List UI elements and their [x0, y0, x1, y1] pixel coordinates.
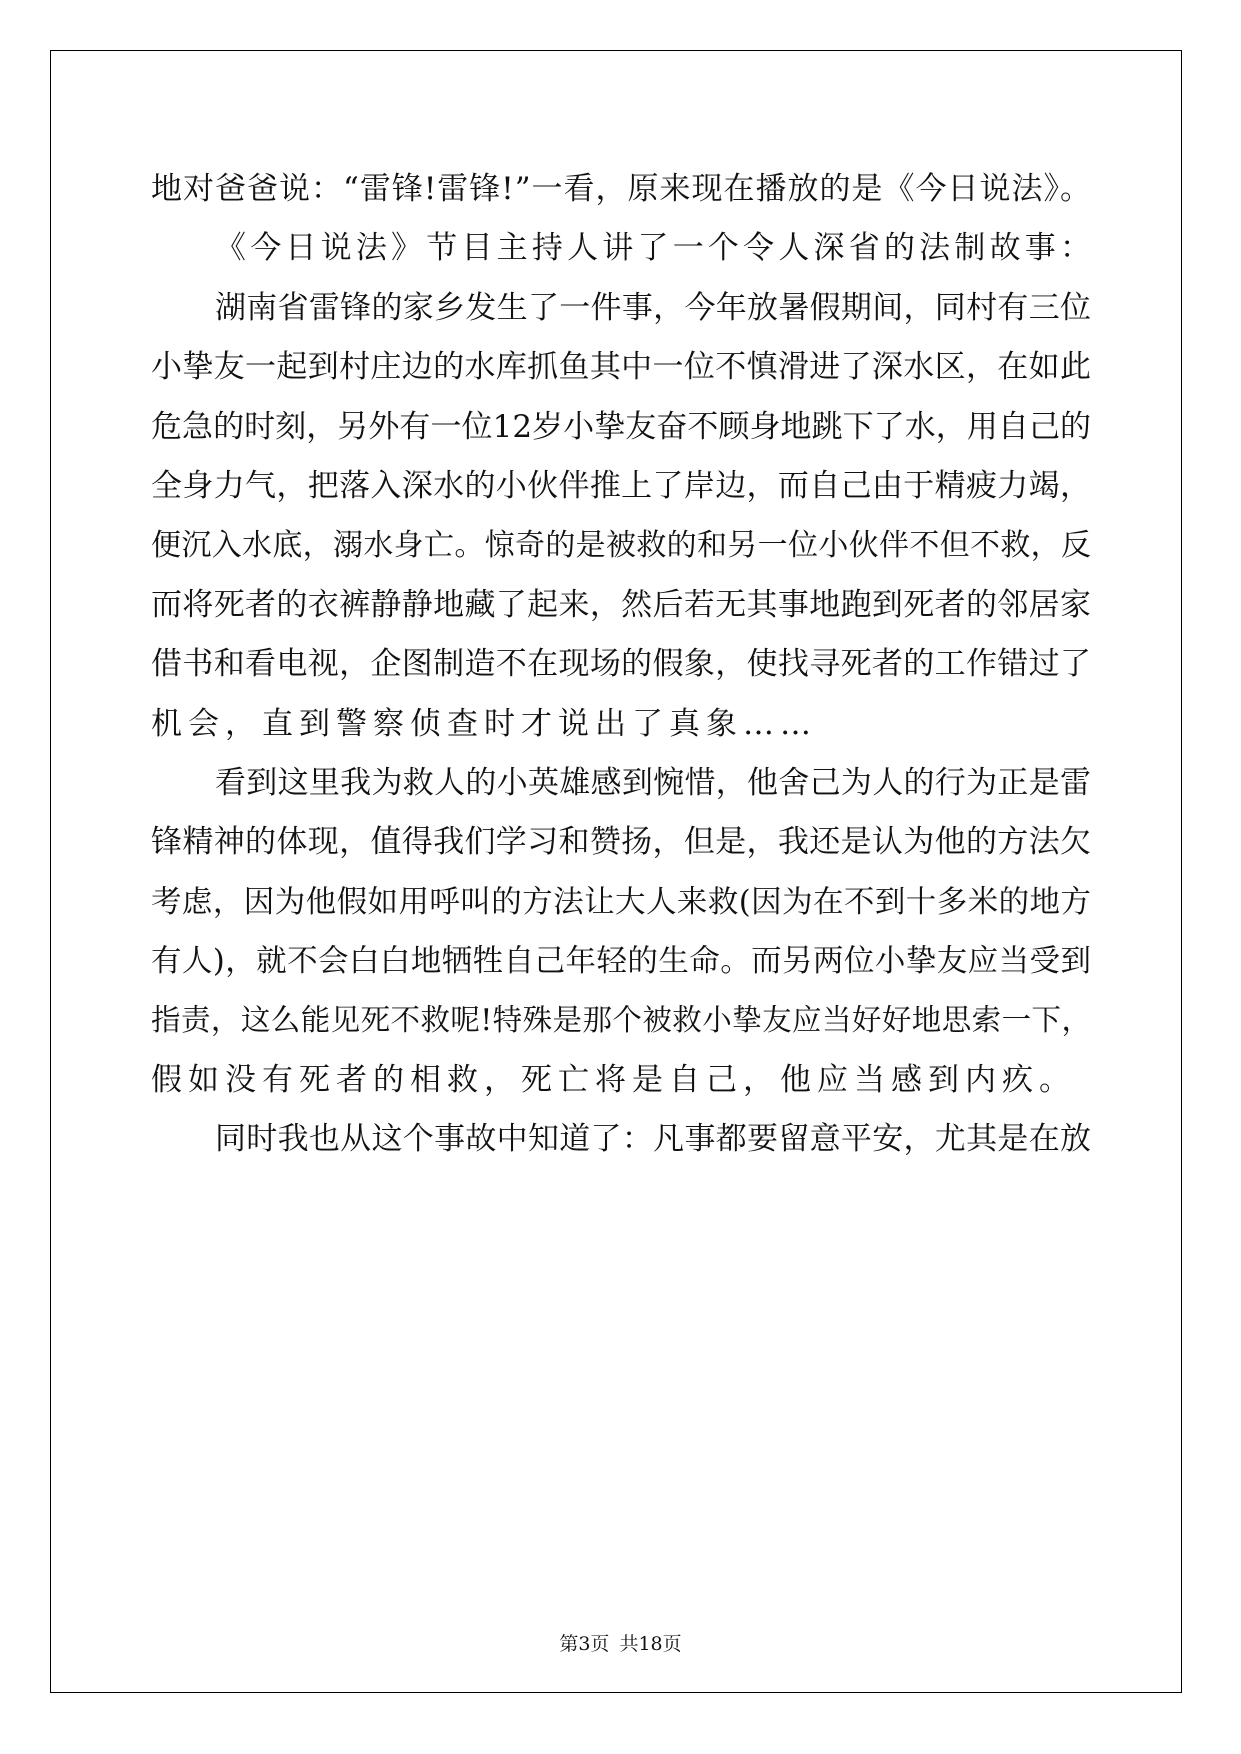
- text-line: 指责，这么能见死不救呢!特殊是那个被救小挚友应当好好地思索一下，: [151, 1003, 1092, 1038]
- text-line: 看到这里我为救人的小英雄感到惋惜，他舍己为人的行为正是雷: [215, 764, 1092, 801]
- text-line: 假如没有死者的相救，死亡将是自己，他应当感到内疚。: [151, 1061, 1076, 1098]
- text-line: 而将死者的衣裤静静地藏了起来，然后若无其事地跑到死者的邻居家: [151, 586, 1092, 623]
- page-number: 第3页: [559, 1633, 610, 1655]
- text-line: 地对爸爸说：“雷锋!雷锋!”一看，原来现在播放的是《今日说法》。: [151, 171, 1092, 207]
- text-line: 小挚友一起到村庄边的水库抓鱼其中一位不慎滑进了深水区，在如此: [151, 349, 1092, 386]
- text-line: 同时我也从这个事故中知道了：凡事都要留意平安，尤其是在放: [215, 1121, 1092, 1158]
- text-line: 危急的时刻，另外有一位12岁小挚友奋不顾身地跳下了水，用自己的: [151, 408, 1092, 445]
- document-body: [151, 160, 1096, 1170]
- page-footer: [0, 1629, 1241, 1656]
- text-line: 全身力气，把落入深水的小伙伴推上了岸边，而自己由于精疲力竭，: [151, 467, 1092, 504]
- text-line: 机会，直到警察侦查时才说出了真象……: [151, 705, 817, 742]
- text-line: 锋精神的体现，值得我们学习和赞扬，但是，我还是认为他的方法欠: [151, 824, 1092, 861]
- text-line: 有人)，就不会白白地牺牲自己年轻的生命。而另两位小挚友应当受到: [151, 944, 1092, 980]
- text-line: 便沉入水底，溺水身亡。惊奇的是被救的和另一位小伙伴不但不救，反: [151, 528, 1092, 564]
- text-line: 《今日说法》节目主持人讲了一个令人深省的法制故事：: [215, 230, 1096, 267]
- total-pages: 共18页: [619, 1633, 682, 1655]
- text-line: 考虑，因为他假如用呼叫的方法让大人来救(因为在不到十多米的地方: [151, 884, 1092, 920]
- text-line: 湖南省雷锋的家乡发生了一件事，今年放暑假期间，同村有三位: [215, 289, 1092, 326]
- text-line: 借书和看电视，企图制造不在现场的假象，使找寻死者的工作错过了: [151, 646, 1092, 683]
